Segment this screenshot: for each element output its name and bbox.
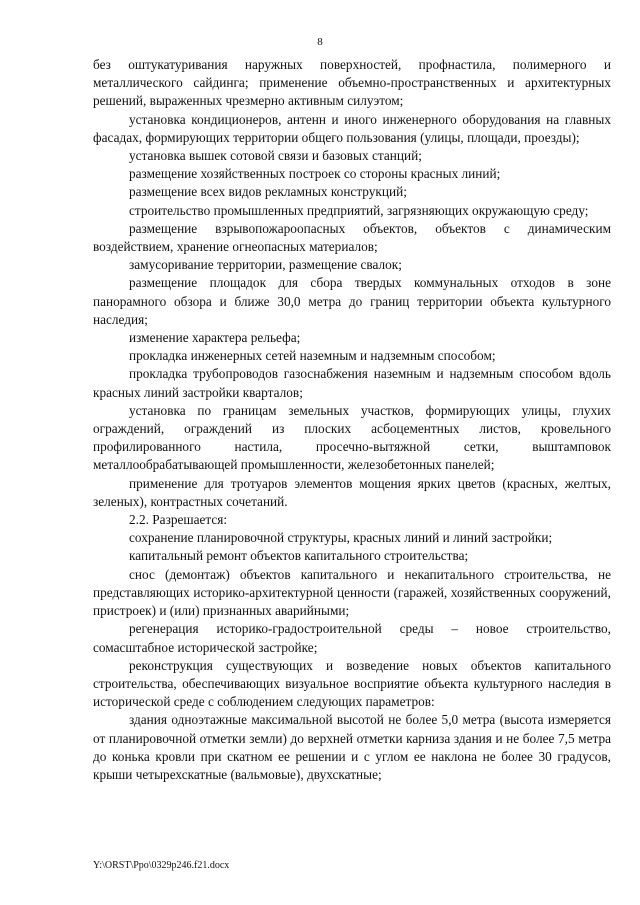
paragraph: размещение всех видов рекламных конструкций; [129,184,407,200]
paragraph: сохранение планировочной структуры, красных линий и линий застройки; [129,530,553,546]
paragraph: замусоривание территории, размещение свалок; [129,257,402,273]
section-heading: 2.2. Разрешается: [129,512,228,528]
paragraph: установка кондиционеров, антенн и иного инженерного оборудования на главных фасадах, формирующих территории общего пользования (улицы, площади, проезды); [93,111,611,145]
paragraph: применение для тротуаров элементов мощения ярких цветов (красных, желтых, зеленых), контрастных сочетаний. [93,475,611,509]
paragraph: установка вышек сотовой связи и базовых станций; [129,148,422,164]
paragraph: размещение взрывопожароопасных объектов, объектов с динамическим воздействием, хранение огнеопасных материалов; [93,220,611,255]
document-body [93,56,611,784]
paragraph: изменение характера рельефа; [129,330,301,346]
paragraph: установка по границам земельных участков, формирующих улицы, глухих ограждений, ограждений из плоских асбоцементных листов, кровельного профилированного настила, просечно-вытяжной сетки, выштамповок металлообрабатывающей промышленности, железобетонных панелей; [93,402,611,473]
paragraph: размещение хозяйственных построек со стороны красных линий; [129,166,501,182]
paragraph: прокладка инженерных сетей наземным и надземным способом; [129,348,496,364]
paragraph: строительство промышленных предприятий, загрязняющих окружающую среду; [129,202,589,218]
paragraph: капитальный ремонт объектов капитального строительства; [129,548,469,564]
paragraph: размещение площадок для сбора твердых коммунальных отходов в зоне панорамного обзора и ближе 30,0 метра до границ территории объекта культурного наследия; [93,275,611,327]
paragraph: снос (демонтаж) объектов капитального и некапитального строительства, не представляющих историко-архитектурной ценности (гаражей, хозяйственных сооружений, пристроек) и (или) признанных аварийными; [93,566,611,619]
paragraph: реконструкция существующих и возведение новых объектов капитального строительства, обеспечивающих визуальное восприятие объекта культурного наследия в исторической среде с соблюдением следующих параметров: [93,657,611,710]
page-number: 8 [317,36,323,48]
paragraph: без оштукатуривания наружных поверхностей, профнастила, полимерного и металлического сайдинга; применение объемно-пространственных и архитектурных решений, выраженных чрезмерно активным силуэтом; [93,57,611,109]
paragraph: прокладка трубопроводов газоснабжения наземным и надземным способом вдоль красных линий застройки кварталов; [93,366,611,400]
paragraph: здания одноэтажные максимальной высотой не более 5,0 метра (высота измеряется от планировочной отметки земли) до верхней отметки карниза здания и не более 7,5 метра до конька кровли при скатном ее решении и с углом ее наклона не более 30 градусов, крыши четырехскатные (вальмовые), двухскатные; [93,712,611,782]
file-path-footer: Y:\ORST\Ppo\0329p246.f21.docx [93,860,230,871]
paragraph: регенерация историко-градостроительной среды – новое строительство, сомасштабное исторической застройке; [93,621,611,655]
